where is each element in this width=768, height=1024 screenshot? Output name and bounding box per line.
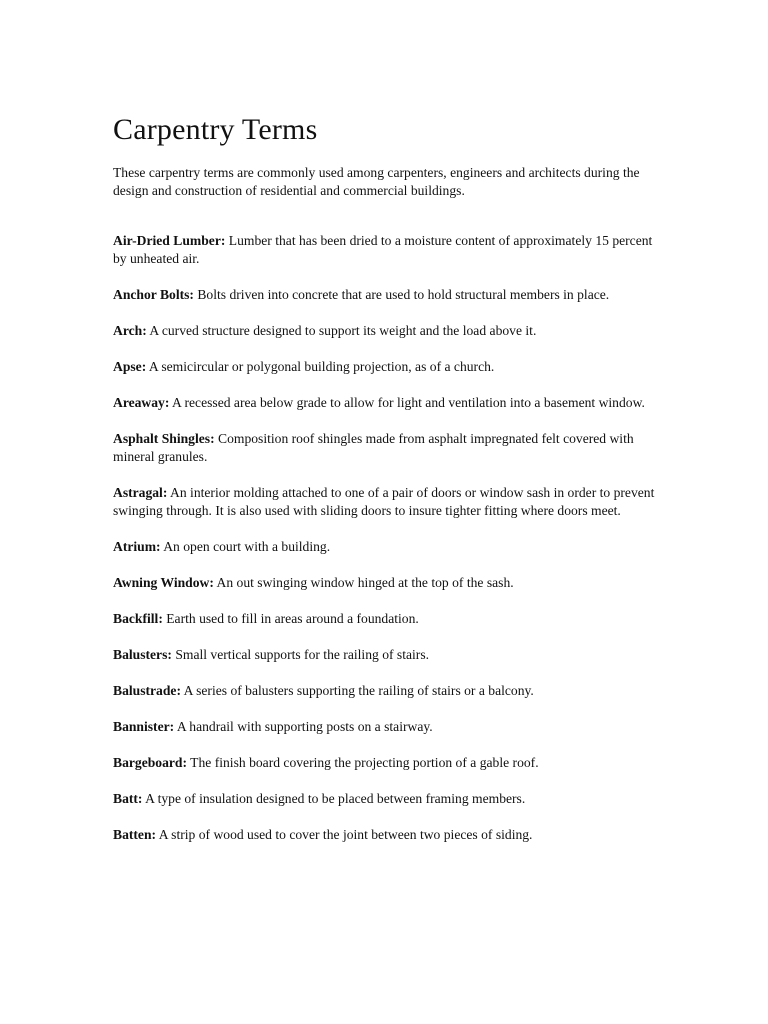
term-definition: Composition roof shingles made from asphalt impregnated felt covered with mineral granules. [113,431,634,464]
term-entry [113,394,661,412]
term-definition: A recessed area below grade to allow for light and ventilation into a basement window. [172,395,645,410]
term-entry [113,538,661,556]
term-name: Bargeboard: [113,755,188,770]
term-name: Atrium: [113,539,161,554]
term-definition: Lumber that has been dried to a moisture content of approximately 15 percent by unheated air. [113,233,653,266]
term-definition: An interior molding attached to one of a pair of doors or window sash in order to prevent swinging through. It is also used with sliding doors to insure tighter fitting where doors meet. [113,485,655,518]
term-definition: A handrail with supporting posts on a stairway. [176,719,433,734]
terms-list [113,232,661,844]
document-page [113,110,661,862]
term-entry [113,358,661,376]
term-entry [113,826,661,844]
term-entry [113,610,661,628]
term-entry [113,718,661,736]
term-name: Balusters: [113,647,172,662]
term-definition: Small vertical supports for the railing of stairs. [175,647,430,662]
term-name: Areaway: [113,395,170,410]
term-entry [113,286,661,304]
term-name: Batt: [113,791,143,806]
term-entry [113,430,661,466]
term-name: Batten: [113,827,157,842]
term-definition: A semicircular or polygonal building projection, as of a church. [148,359,495,374]
term-name: Astragal: [113,485,168,500]
term-name: Backfill: [113,611,163,626]
term-definition: Bolts driven into concrete that are used to hold structural members in place. [197,287,610,302]
term-entry [113,322,661,340]
term-entry [113,790,661,808]
term-entry [113,232,661,268]
term-name: Bannister: [113,719,175,734]
term-definition: The finish board covering the projecting portion of a gable roof. [190,755,539,770]
term-definition: A series of balusters supporting the railing of stairs or a balcony. [183,683,534,698]
term-entry [113,484,661,520]
term-definition: An open court with a building. [163,539,331,554]
page-title: Carpentry Terms [113,113,318,146]
term-definition: A strip of wood used to cover the joint between two pieces of siding. [158,827,533,842]
term-entry [113,754,661,772]
term-name: Apse: [113,359,147,374]
term-name: Anchor Bolts: [113,287,194,302]
term-entry [113,646,661,664]
term-name: Awning Window: [113,575,214,590]
term-name: Asphalt Shingles: [113,431,215,446]
term-definition: A curved structure designed to support its weight and the load above it. [149,323,537,338]
term-definition: A type of insulation designed to be placed between framing members. [145,791,526,806]
term-definition: Earth used to fill in areas around a foundation. [166,611,419,626]
term-entry [113,574,661,592]
intro-paragraph: These carpentry terms are commonly used among carpenters, engineers and architects during the design and construction of residential and commercial buildings. [113,165,640,198]
term-entry [113,682,661,700]
term-definition: An out swinging window hinged at the top of the sash. [216,575,514,590]
term-name: Balustrade: [113,683,181,698]
term-name: Arch: [113,323,147,338]
term-name: Air-Dried Lumber: [113,233,226,248]
